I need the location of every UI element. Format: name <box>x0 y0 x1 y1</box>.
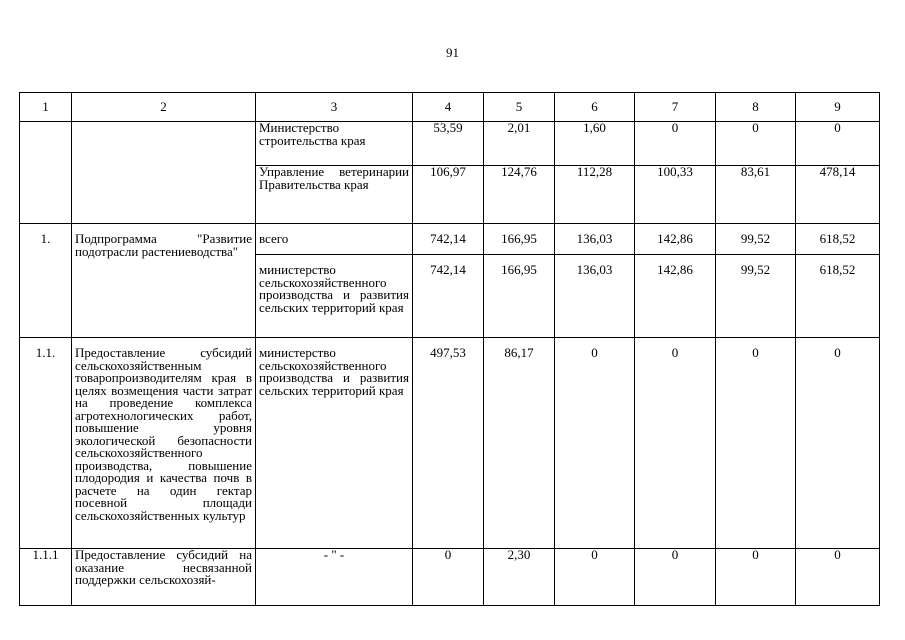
header-cell: 8 <box>716 93 796 122</box>
value-cell: 86,17 <box>484 338 555 549</box>
value-cell: 0 <box>635 338 716 549</box>
row-index-cell: 1. <box>20 224 72 338</box>
table-row <box>20 549 880 606</box>
value-cell: 99,52 <box>716 255 796 338</box>
value-cell: 136,03 <box>555 224 635 255</box>
value-cell: 0 <box>716 338 796 549</box>
value-cell: 106,97 <box>413 166 484 224</box>
value-cell: 166,95 <box>484 224 555 255</box>
budget-table <box>19 92 880 606</box>
header-cell: 5 <box>484 93 555 122</box>
page-number: 91 <box>446 45 459 60</box>
header-cell: 3 <box>256 93 413 122</box>
row-index-cell: 1.1.1 <box>20 549 72 606</box>
executor-cell: министерство сельскохозяйственного производства и развития сельских территорий края <box>256 255 413 338</box>
value-cell: 0 <box>716 122 796 166</box>
executor-cell: Министерство строительства края <box>256 122 413 166</box>
executor-cell: всего <box>256 224 413 255</box>
value-cell: 0 <box>796 549 880 606</box>
table-row <box>20 338 880 549</box>
value-cell: 0 <box>635 122 716 166</box>
header-cell: 2 <box>72 93 256 122</box>
value-cell: 0 <box>635 549 716 606</box>
executor-cell: Управление ветеринарии Правительства края <box>256 166 413 224</box>
value-cell: 0 <box>796 338 880 549</box>
value-cell: 742,14 <box>413 224 484 255</box>
table-row <box>20 224 880 255</box>
value-cell: 2,30 <box>484 549 555 606</box>
value-cell: 142,86 <box>635 224 716 255</box>
value-cell: 53,59 <box>413 122 484 166</box>
value-cell: 2,01 <box>484 122 555 166</box>
value-cell: 0 <box>555 338 635 549</box>
header-cell: 9 <box>796 93 880 122</box>
row-index-cell: 1.1. <box>20 338 72 549</box>
value-cell: 497,53 <box>413 338 484 549</box>
value-cell: 142,86 <box>635 255 716 338</box>
value-cell: 100,33 <box>635 166 716 224</box>
executor-cell: министерство сельскохозяйственного производства и развития сельских территорий края <box>256 338 413 549</box>
value-cell: 742,14 <box>413 255 484 338</box>
header-cell: 7 <box>635 93 716 122</box>
value-cell: 618,52 <box>796 255 880 338</box>
value-cell: 136,03 <box>555 255 635 338</box>
header-cell: 1 <box>20 93 72 122</box>
table-row <box>20 122 880 166</box>
value-cell: 0 <box>555 549 635 606</box>
value-cell: 124,76 <box>484 166 555 224</box>
value-cell: 618,52 <box>796 224 880 255</box>
row-description-cell: Предоставление субсидий сельскохозяйственным товаропроизводителям края в целях возмещения части затрат на проведение комплекса агротехнологических работ, повышение уровня экологической безопасности сельскохозяйственного производства, повышение плодородия и качества почв в расчете на один гектар посевной площади сельскохозяйственных культур <box>72 338 256 549</box>
value-cell: 83,61 <box>716 166 796 224</box>
row-description-cell <box>72 122 256 224</box>
row-description-cell: Подпрограмма "Развитие подотрасли растениеводства" <box>72 224 256 338</box>
value-cell: 0 <box>716 549 796 606</box>
value-cell: 1,60 <box>555 122 635 166</box>
header-cell: 4 <box>413 93 484 122</box>
value-cell: 99,52 <box>716 224 796 255</box>
value-cell: 0 <box>796 122 880 166</box>
executor-cell: - " - <box>256 549 413 606</box>
value-cell: 0 <box>413 549 484 606</box>
value-cell: 478,14 <box>796 166 880 224</box>
table-header-row <box>20 93 880 122</box>
row-description-cell: Предоставление субсидий на оказание несвязанной поддержки сельскохозяй- <box>72 549 256 606</box>
header-cell: 6 <box>555 93 635 122</box>
row-index-cell <box>20 122 72 224</box>
value-cell: 166,95 <box>484 255 555 338</box>
value-cell: 112,28 <box>555 166 635 224</box>
